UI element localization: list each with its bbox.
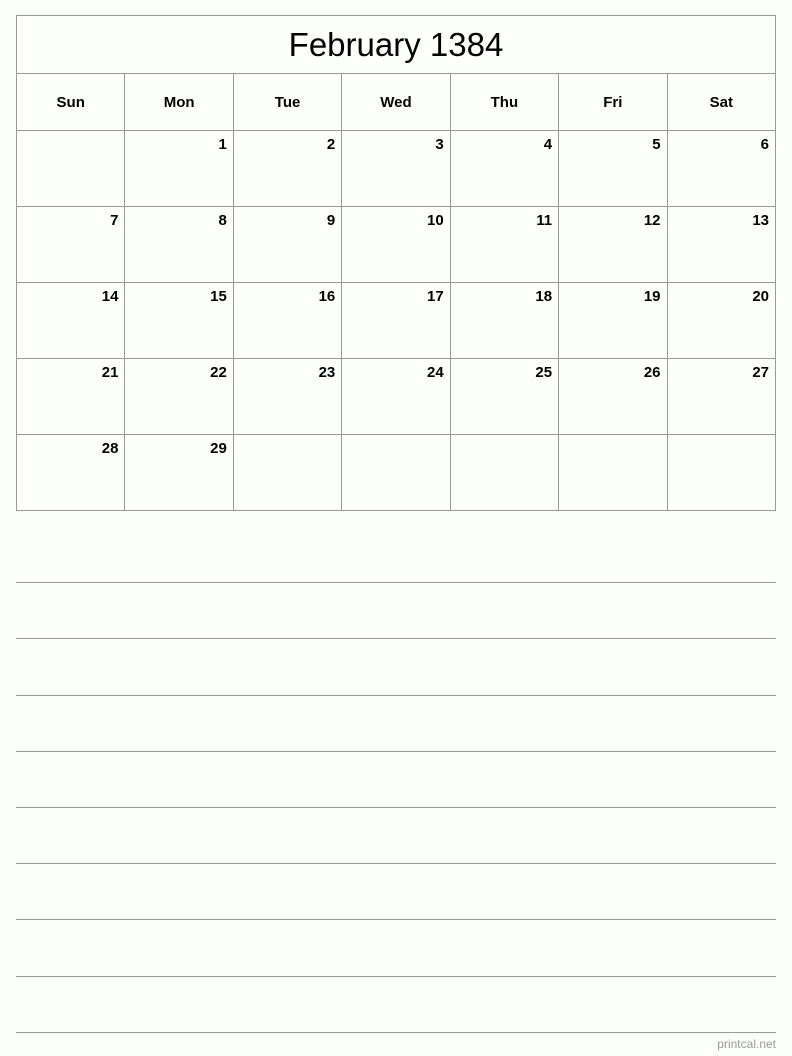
day-cell: 25 <box>450 359 558 435</box>
note-line <box>16 583 776 639</box>
weekday-header-row <box>17 74 776 131</box>
note-line <box>16 920 776 976</box>
day-cell: 29 <box>125 435 233 511</box>
note-line <box>16 639 776 695</box>
day-cell: 9 <box>233 207 341 283</box>
day-cell: 6 <box>667 131 775 207</box>
day-cell: 3 <box>342 131 450 207</box>
day-cell <box>233 435 341 511</box>
note-line <box>16 864 776 920</box>
day-cell: 15 <box>125 283 233 359</box>
note-line <box>16 808 776 864</box>
week-row <box>17 207 776 283</box>
weekday-header-fri: Fri <box>559 74 667 131</box>
day-cell <box>667 435 775 511</box>
weekday-header-thu: Thu <box>450 74 558 131</box>
weekday-header-sun: Sun <box>17 74 125 131</box>
day-cell: 12 <box>559 207 667 283</box>
day-cell: 4 <box>450 131 558 207</box>
day-cell: 5 <box>559 131 667 207</box>
day-cell: 21 <box>17 359 125 435</box>
day-cell <box>450 435 558 511</box>
weekday-header-mon: Mon <box>125 74 233 131</box>
day-cell: 26 <box>559 359 667 435</box>
day-cell: 18 <box>450 283 558 359</box>
day-cell: 2 <box>233 131 341 207</box>
page-title: February 1384 <box>17 16 776 74</box>
day-cell: 22 <box>125 359 233 435</box>
calendar-table <box>16 15 776 511</box>
watermark-text: printcal.net <box>717 1037 776 1051</box>
day-cell <box>559 435 667 511</box>
day-cell: 13 <box>667 207 775 283</box>
day-cell: 7 <box>17 207 125 283</box>
day-cell: 16 <box>233 283 341 359</box>
day-cell: 28 <box>17 435 125 511</box>
day-cell: 27 <box>667 359 775 435</box>
note-line <box>16 752 776 808</box>
day-cell: 10 <box>342 207 450 283</box>
day-cell: 19 <box>559 283 667 359</box>
note-line <box>16 696 776 752</box>
week-row <box>17 359 776 435</box>
day-cell: 14 <box>17 283 125 359</box>
day-cell: 20 <box>667 283 775 359</box>
day-cell: 17 <box>342 283 450 359</box>
weekday-header-sat: Sat <box>667 74 775 131</box>
weekday-header-wed: Wed <box>342 74 450 131</box>
day-cell: 24 <box>342 359 450 435</box>
week-row <box>17 283 776 359</box>
note-line <box>16 977 776 1033</box>
day-cell <box>342 435 450 511</box>
day-cell: 1 <box>125 131 233 207</box>
week-row <box>17 131 776 207</box>
day-cell: 8 <box>125 207 233 283</box>
weekday-header-tue: Tue <box>233 74 341 131</box>
day-cell: 23 <box>233 359 341 435</box>
notes-section <box>16 527 776 1033</box>
day-cell <box>17 131 125 207</box>
title-row <box>17 16 776 74</box>
day-cell: 11 <box>450 207 558 283</box>
note-line <box>16 527 776 583</box>
week-row <box>17 435 776 511</box>
